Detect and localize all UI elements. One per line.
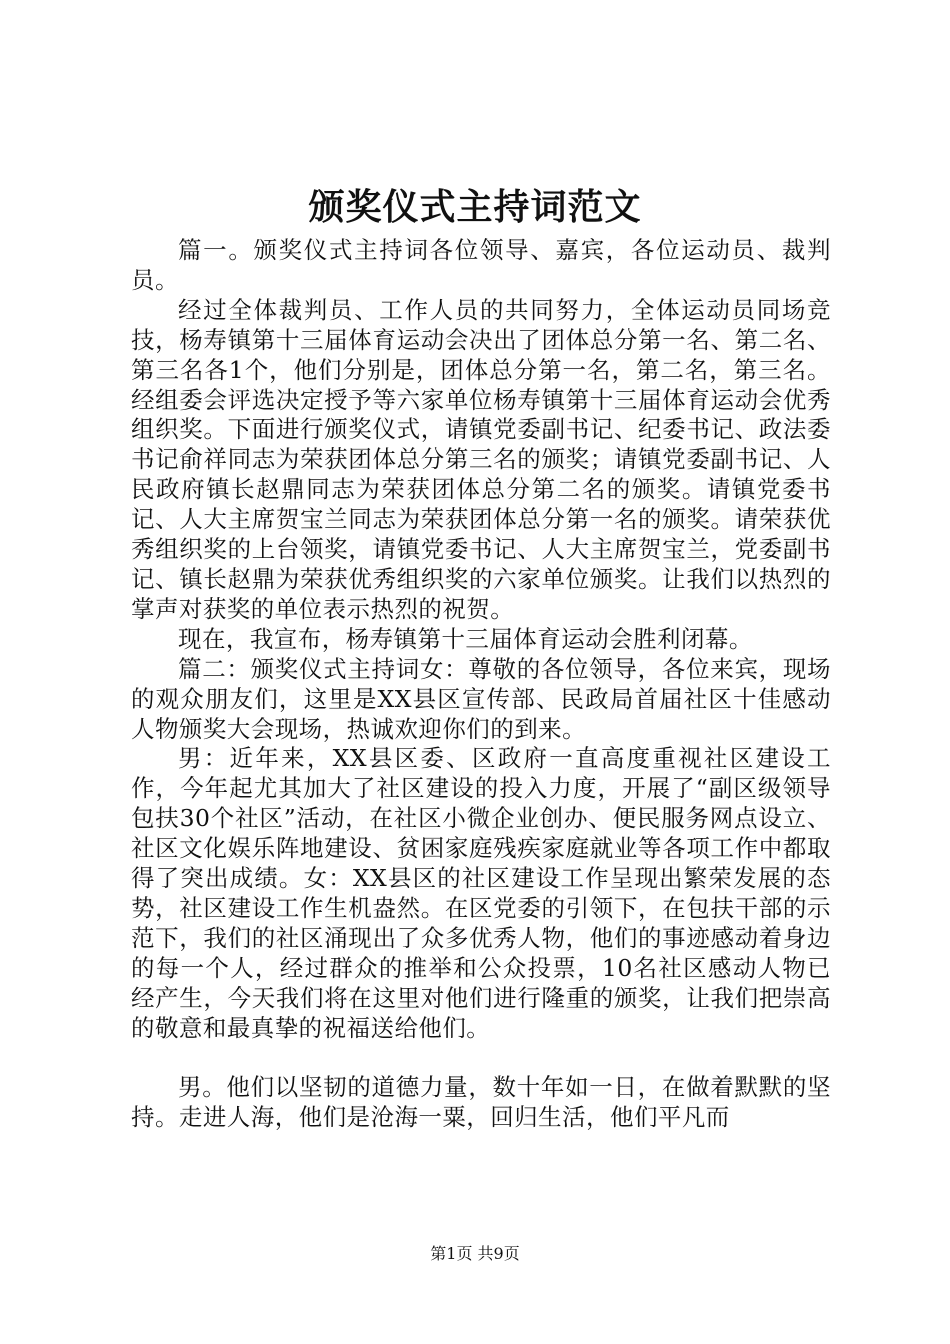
- paragraph-spacer: [131, 1043, 831, 1073]
- paragraph-5: 男：近年来，XX县区委、区政府一直高度重视社区建设工作，今年起尤其加大了社区建设的投入力度，开展了“副区级领导包扶30个社区”活动，在社区小微企业创办、便民服务网点设立、社区文化娱乐阵地建设、贫困家庭残疾家庭就业等各项工作中都取得了突出成绩。女：XX县区的社区建设工作呈现出繁荣发展的态势，社区建设工作生机盎然。在区党委的引领下，在包扶干部的示范下，我们的社区涌现出了众多优秀人物，他们的事迹感动着身边的每一个人，经过群众的推举和公众投票，10名社区感动人物已经产生，今天我们将在这里对他们进行隆重的颁奖，让我们把崇高的敬意和最真挚的祝福送给他们。: [131, 744, 831, 1042]
- paragraph-1: 篇一。颁奖仪式主持词各位领导、嘉宾，各位运动员、裁判员。: [131, 236, 831, 294]
- document-body: [131, 236, 831, 1133]
- paragraph-4: 篇二：颁奖仪式主持词女：尊敬的各位领导，各位来宾，现场的观众朋友们，这里是XX县区宣传部、民政局首届社区十佳感动人物颁奖大会现场，热诚欢迎你们的到来。: [131, 654, 831, 743]
- document-title: 颁奖仪式主持词范文: [308, 186, 642, 228]
- paragraph-2: 经过全体裁判员、工作人员的共同努力，全体运动员同场竞技，杨寿镇第十三届体育运动会决出了团体总分第一名、第二名、第三名各1个，他们分别是，团体总分第一名，第二名，第三名。经组委会评选决定授予等六家单位杨寿镇第十三届体育运动会优秀组织奖。下面进行颁奖仪式，请镇党委副书记、纪委书记、政法委书记俞祥同志为荣获团体总分第三名的颁奖；请镇党委副书记、人民政府镇长赵鼎同志为荣获团体总分第二名的颁奖。请镇党委书记、人大主席贺宝兰同志为荣获团体总分第一名的颁奖。请荣获优秀组织奖的上台领奖，请镇党委书记、人大主席贺宝兰，党委副书记、镇长赵鼎为荣获优秀组织奖的六家单位颁奖。让我们以热烈的掌声对获奖的单位表示热烈的祝贺。: [131, 295, 831, 623]
- paragraph-3: 现在，我宣布，杨寿镇第十三届体育运动会胜利闭幕。: [178, 624, 753, 653]
- page-number-footer: 第1页 共9页: [430, 1244, 520, 1263]
- paragraph-6: 男。他们以坚韧的道德力量，数十年如一日，在做着默默的坚持。走进人海，他们是沧海一粟，回归生活，他们平凡而: [131, 1073, 831, 1132]
